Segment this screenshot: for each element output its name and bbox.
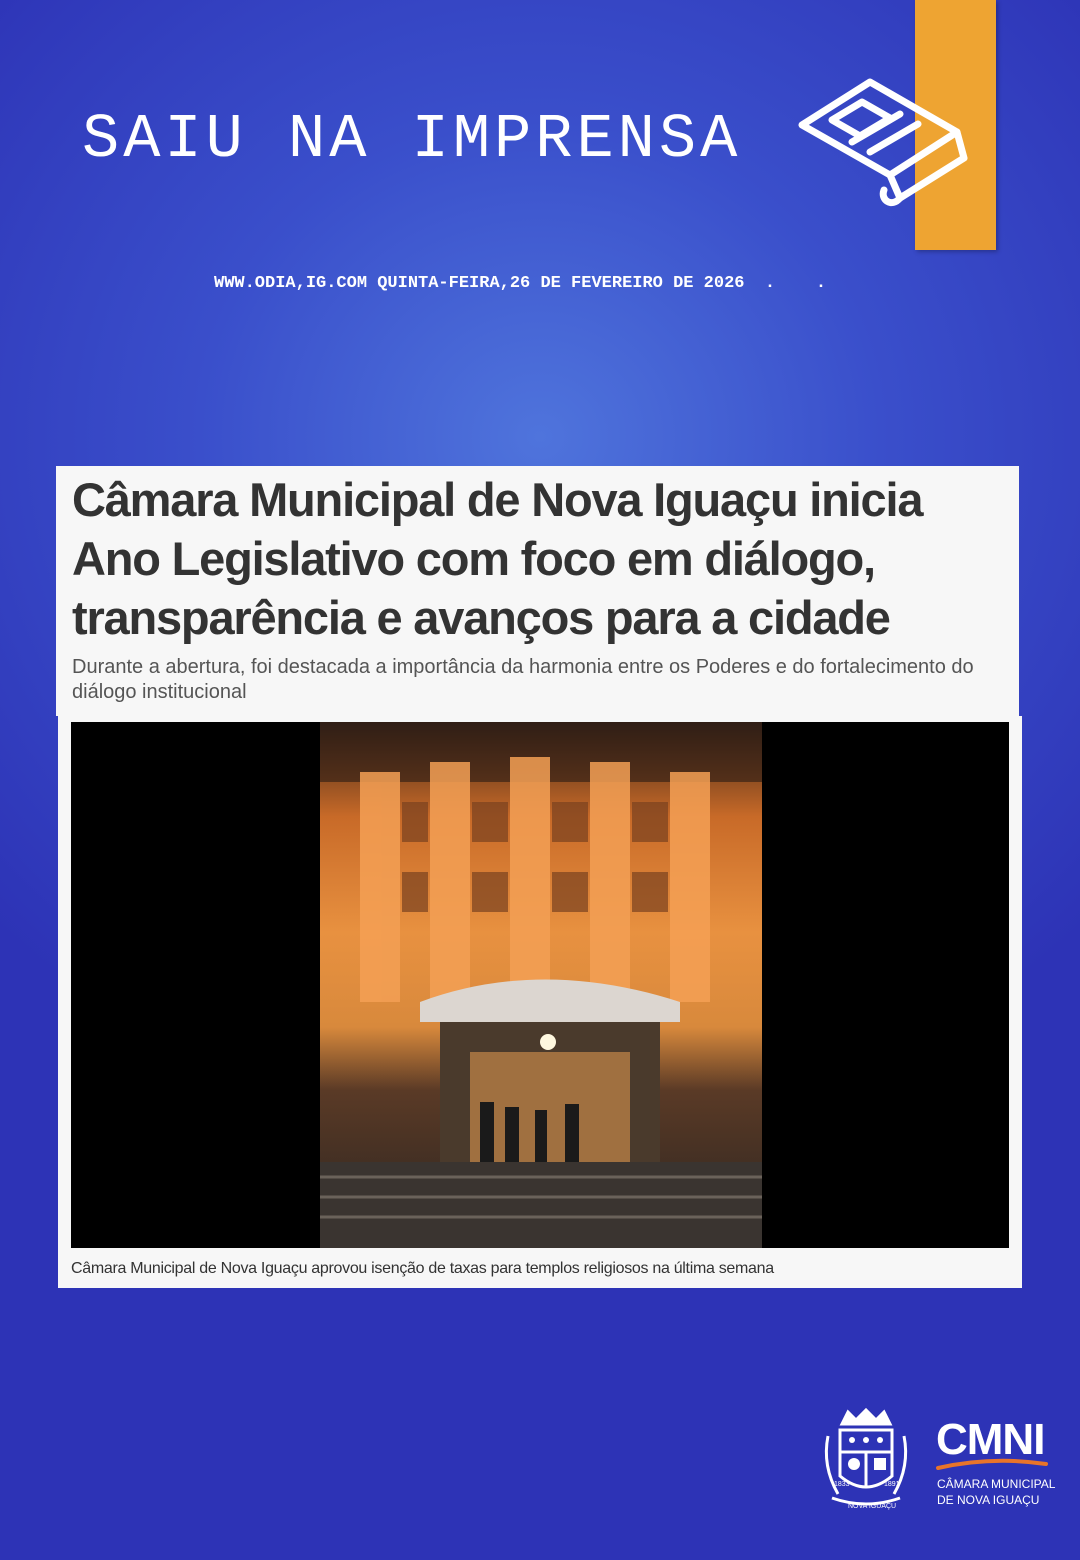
photo-container	[71, 722, 1009, 1248]
article-subtitle: Durante a abertura, foi destacada a importância da harmonia entre os Poderes e do fortalecimento do diálogo institucional	[72, 656, 974, 703]
article-headline[interactable]: Câmara Municipal de Nova Iguaçu inicia Ano Legislativo com foco em diálogo, transparência e avanços para a cidade	[72, 473, 923, 644]
logo-swoosh-icon	[936, 1458, 1048, 1470]
photo-frame	[58, 716, 1022, 1288]
banner-title: SAIU NA IMPRENSA	[82, 104, 742, 175]
building-illustration	[320, 722, 762, 1248]
coat-of-arms-icon	[818, 1406, 914, 1516]
svg-text:1833: 1833	[834, 1481, 850, 1488]
headline-card	[56, 466, 1019, 716]
photo-caption: Câmara Municipal de Nova Iguaçu aprovou isenção de taxas para templos religiosos na última semana	[71, 1260, 774, 1277]
building-photo[interactable]	[320, 722, 762, 1248]
svg-text:1891: 1891	[884, 1481, 900, 1488]
dateline: WWW.ODIA,IG.COM QUINTA-FEIRA,26 DE FEVEREIRO DE 2026 . .	[214, 274, 827, 293]
cmni-logo-text: CMNI	[936, 1415, 1045, 1464]
cmni-logo-subtitle: CÂMARA MUNICIPAL DE NOVA IGUAÇU	[937, 1477, 1056, 1507]
newspaper-icon	[792, 70, 972, 210]
svg-text:NOVA IGUAÇU: NOVA IGUAÇU	[848, 1503, 897, 1510]
